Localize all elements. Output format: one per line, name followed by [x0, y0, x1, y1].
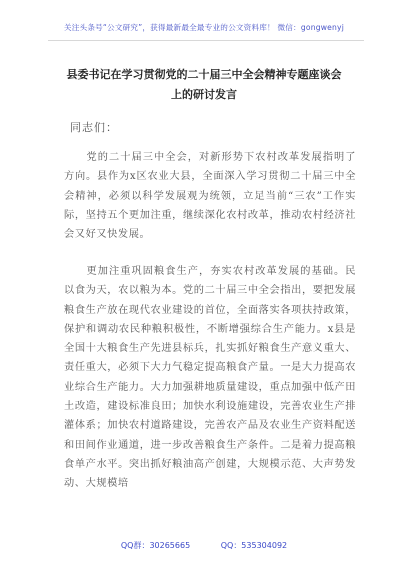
body-paragraph-2: 更加注重巩固粮食生产，夯实农村改革发展的基础。民以食为天，农以粮为本。党的二十届三中全会指出，要把发展粮食生产放在现代农业建设的首位，全面落实各项扶持政策，保护和调动农民种粮积极性，不断增强综合生产能力。x县是全国十大粮食生产先进县标兵，扎实抓好粮食生产意义重大、责任重大，必须下大力气稳定提高粮食产量。一是大力提高农业综合生产能力。大力加强耕地质量建设，重点加强中低产田土改造，建设标准良田；加快水利设施建设，完善农业生产排灌体系；加快农村道路建设，完善农产品及农业生产资料配送和田间作业通道，进一步改善粮食生产条件。二是着力提高粮食单产水平。突出抓好粮油高产创建，大规模示范、大声势发动、大规模培 [64, 266, 356, 490]
title-line-2: 上的研讨发言 [171, 88, 237, 101]
qq-number: QQ：535304092 [220, 541, 288, 550]
title-line-1: 县委书记在学习贯彻党的二十届三中全会精神专题座谈会 [66, 68, 342, 81]
salutation: 同志们： [70, 121, 118, 134]
body-paragraph-1: 党的二十届三中全会，对新形势下农村改革发展指明了方向。县作为x区农业大县，全面深入学习贯彻二十届三中全会精神，必须以科学发展观为统领，立足当前“三农”工作实际，坚持五个更加注重，继续深化农村改革，推动农村经济社会又好又快发展。 [64, 152, 356, 241]
document-title [52, 65, 356, 105]
promo-header: 关注头条号“公文研究”，获得最新最全最专业的公文资料库！ 微信：gongwenyj [63, 23, 345, 32]
header-divider [48, 40, 364, 41]
contact-footer [0, 540, 408, 551]
qq-group-number: QQ群：30265665 [120, 541, 191, 550]
